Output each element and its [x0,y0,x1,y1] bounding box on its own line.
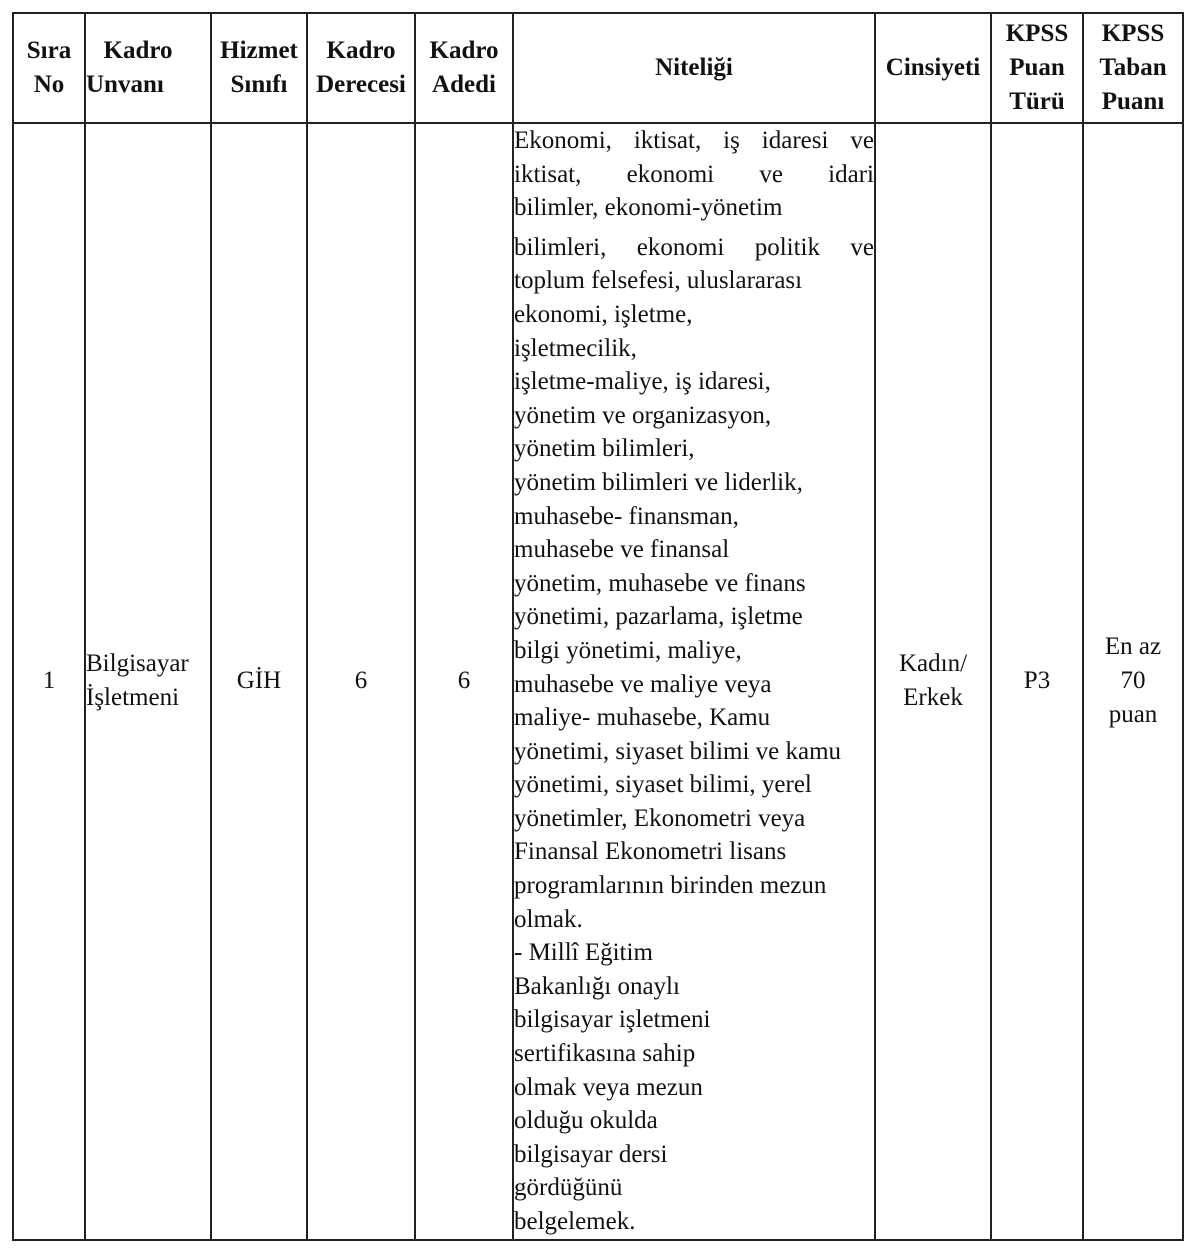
header-sira-no: Sıra No [13,13,85,123]
qualification-line: toplum felsefesi, uluslararası [514,267,803,295]
header-kadro-adedi: Kadro Adedi [415,13,513,123]
qualification-line: yönetimi, pazarlama, işletme [514,603,803,631]
cell-kpss-puan-turu: P3 [991,123,1083,1240]
qualification-line: bilgisayar işletmeni [514,1006,711,1034]
header-kpss-puan-turu: KPSS Puan Türü [991,13,1083,123]
qualification-line: muhasebe ve maliye veya [514,670,772,698]
qualification-line: Bakanlığı onaylı [514,972,680,1000]
qualification-line: sertifikasına sahip [514,1040,696,1068]
qualification-line: yönetimler, Ekonometri veya [514,804,806,832]
qualification-line: maliye- muhasebe, Kamu [514,704,771,732]
qualification-line: yönetimi, siyaset bilimi, yerel [514,771,812,799]
header-row [13,13,1183,123]
qualification-line: yönetim, muhasebe ve finans [514,569,806,597]
cell-niteligi [513,123,875,1240]
qualification-line: muhasebe- finansman, [514,502,739,530]
cell-kpss-taban-puani: En az 70 puan [1083,123,1183,1240]
cell-sira-no: 1 [13,123,85,1240]
qualification-line: belgelemek. [514,1208,636,1235]
cell-kadro-derecesi: 6 [307,123,415,1240]
qualification-line: yönetimi, siyaset bilimi ve kamu [514,737,842,765]
qualification-line: programlarının birinden mezun [514,872,827,900]
qualification-line: olmak veya mezun [514,1073,703,1101]
qualification-line: - Millî Eğitim [514,939,653,967]
qualification-line: Ekonomi, iktisat, iş idaresi ve [514,127,874,154]
cell-hizmet-sinifi: GİH [211,123,307,1240]
qualification-line: işletme-maliye, iş idaresi, [514,368,771,396]
cell-cinsiyeti: Kadın/ Erkek [875,123,991,1240]
job-table [12,12,1184,1241]
qualification-line: ekonomi, işletme, [514,300,693,328]
qualification-line: bilimler, ekonomi-yönetim [514,194,783,222]
qualification-line: iktisat, ekonomi ve idari [514,160,874,188]
qualification-line: bilgi yönetimi, maliye, [514,636,742,664]
qualification-line: işletmecilik, [514,334,637,362]
qualification-line: muhasebe ve finansal [514,536,730,564]
qualification-line: olmak. [514,905,583,933]
header-niteligi: Niteliği [513,13,875,123]
header-kadro-derecesi: Kadro Derecesi [307,13,415,123]
qualification-line: Finansal Ekonometri lisans [514,838,787,866]
qualification-line: yönetim ve organizasyon, [514,401,772,429]
cell-kadro-adedi: 6 [415,123,513,1240]
qualification-line: yönetim bilimleri ve liderlik, [514,468,803,496]
qualification-line: bilgisayar dersi [514,1140,668,1168]
cell-kadro-unvani: Bilgisayar İşletmeni [85,123,211,1240]
table-row [13,123,1183,1240]
header-kadro-unvani: Kadro Unvanı [85,13,211,123]
header-cinsiyeti: Cinsiyeti [875,13,991,123]
qualification-line: olduğu okulda [514,1107,658,1135]
qualification-line: bilimleri, ekonomi politik ve [514,233,874,261]
qualification-line: yönetim bilimleri, [514,435,695,463]
header-kpss-taban-puani: KPSS Taban Puanı [1083,13,1183,123]
header-hizmet-sinifi: Hizmet Sınıfı [211,13,307,123]
qualification-line: gördüğünü [514,1174,623,1202]
